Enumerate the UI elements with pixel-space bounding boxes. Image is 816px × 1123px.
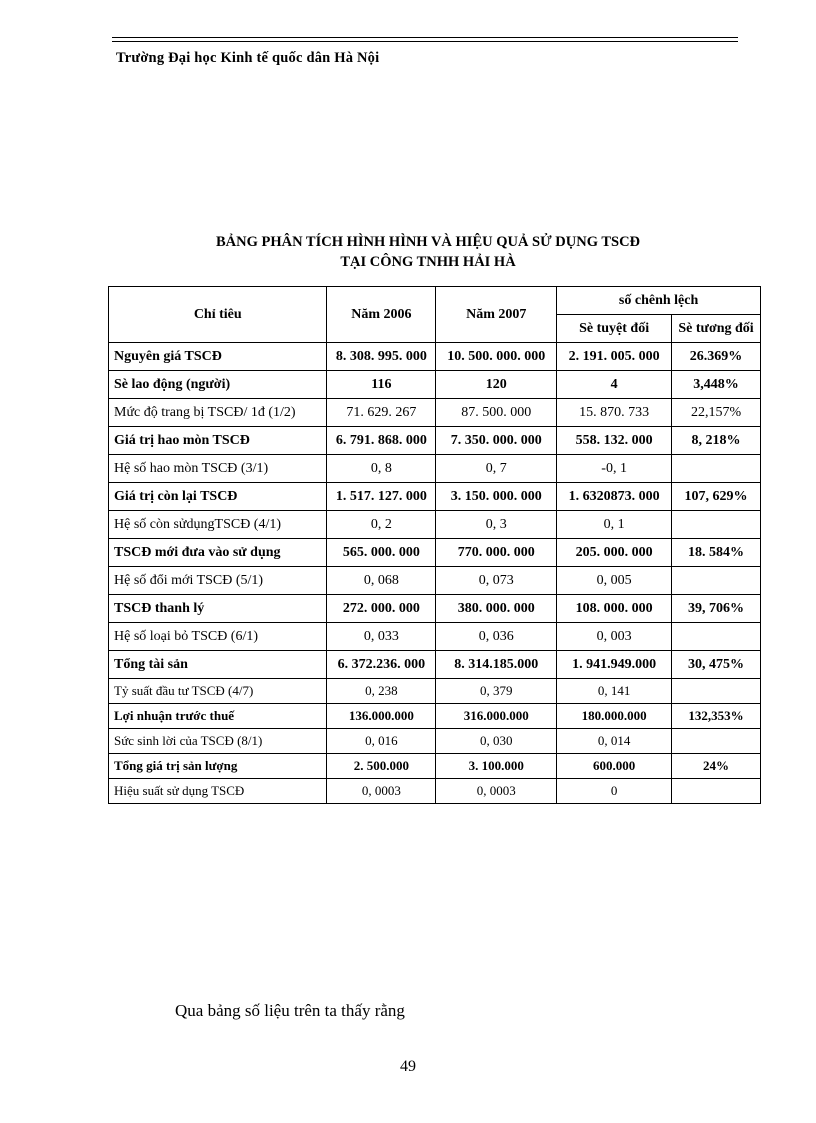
cell-2007: 0, 073 bbox=[436, 567, 557, 595]
cell-2006: 116 bbox=[327, 371, 436, 399]
cell-relative bbox=[672, 455, 761, 483]
cell-2006: 0, 016 bbox=[327, 729, 436, 754]
cell-2006: 565. 000. 000 bbox=[327, 539, 436, 567]
header-year-2006: Năm 2006 bbox=[327, 287, 436, 343]
cell-2007: 0, 379 bbox=[436, 679, 557, 704]
header-relative: Sè tương đối bbox=[672, 315, 761, 343]
cell-absolute: -0, 1 bbox=[557, 455, 672, 483]
cell-2007: 0, 7 bbox=[436, 455, 557, 483]
table-row bbox=[109, 343, 761, 371]
cell-absolute: 0 bbox=[557, 779, 672, 804]
row-label: Hệ số đổi mới TSCĐ (5/1) bbox=[109, 567, 327, 595]
header-rule-top bbox=[112, 37, 738, 38]
cell-absolute: 0, 1 bbox=[557, 511, 672, 539]
table-row bbox=[109, 754, 761, 779]
cell-2007: 0, 0003 bbox=[436, 779, 557, 804]
cell-2007: 87. 500. 000 bbox=[436, 399, 557, 427]
table-row bbox=[109, 483, 761, 511]
row-label: Sè lao động (người) bbox=[109, 371, 327, 399]
cell-absolute: 0, 003 bbox=[557, 623, 672, 651]
page-header: Trường Đại học Kinh tế quốc dân Hà Nội bbox=[116, 50, 380, 66]
cell-relative bbox=[672, 679, 761, 704]
cell-absolute: 558. 132. 000 bbox=[557, 427, 672, 455]
cell-2006: 0, 0003 bbox=[327, 779, 436, 804]
fixed-asset-analysis-table bbox=[108, 286, 761, 804]
table-row bbox=[109, 427, 761, 455]
cell-2006: 0, 068 bbox=[327, 567, 436, 595]
table-row bbox=[109, 651, 761, 679]
cell-absolute: 0, 014 bbox=[557, 729, 672, 754]
cell-relative bbox=[672, 623, 761, 651]
table-title-line2: TẠI CÔNG TNHH HẢI HÀ bbox=[340, 254, 516, 270]
cell-2006: 71. 629. 267 bbox=[327, 399, 436, 427]
cell-relative: 22,157% bbox=[672, 399, 761, 427]
cell-absolute: 1. 6320873. 000 bbox=[557, 483, 672, 511]
cell-absolute: 205. 000. 000 bbox=[557, 539, 672, 567]
cell-relative: 3,448% bbox=[672, 371, 761, 399]
table-body bbox=[109, 343, 761, 804]
cell-relative: 24% bbox=[672, 754, 761, 779]
cell-relative: 26.369% bbox=[672, 343, 761, 371]
cell-2006: 1. 517. 127. 000 bbox=[327, 483, 436, 511]
cell-relative: 30, 475% bbox=[672, 651, 761, 679]
row-label: Giá trị còn lại TSCĐ bbox=[109, 483, 327, 511]
cell-relative bbox=[672, 779, 761, 804]
cell-2007: 10. 500. 000. 000 bbox=[436, 343, 557, 371]
row-label: Giá trị hao mòn TSCĐ bbox=[109, 427, 327, 455]
cell-relative: 18. 584% bbox=[672, 539, 761, 567]
cell-relative: 107, 629% bbox=[672, 483, 761, 511]
table-row bbox=[109, 729, 761, 754]
cell-absolute: 1. 941.949.000 bbox=[557, 651, 672, 679]
header-year-2007: Năm 2007 bbox=[436, 287, 557, 343]
table-row bbox=[109, 623, 761, 651]
row-label: TSCĐ thanh lý bbox=[109, 595, 327, 623]
row-label: Tỷ suất đầu tư TSCĐ (4/7) bbox=[109, 679, 327, 704]
table-row bbox=[109, 455, 761, 483]
cell-2006: 0, 2 bbox=[327, 511, 436, 539]
cell-2006: 0, 238 bbox=[327, 679, 436, 704]
table-row bbox=[109, 511, 761, 539]
cell-2007: 7. 350. 000. 000 bbox=[436, 427, 557, 455]
cell-2007: 0, 3 bbox=[436, 511, 557, 539]
cell-2006: 2. 500.000 bbox=[327, 754, 436, 779]
row-label: Mức độ trang bị TSCĐ/ 1đ (1/2) bbox=[109, 399, 327, 427]
row-label: Tổng giá trị sản lượng bbox=[109, 754, 327, 779]
cell-relative bbox=[672, 567, 761, 595]
table-row bbox=[109, 595, 761, 623]
row-label: Lợi nhuận trước thuế bbox=[109, 704, 327, 729]
row-label: Sức sinh lời của TSCĐ (8/1) bbox=[109, 729, 327, 754]
cell-absolute: 2. 191. 005. 000 bbox=[557, 343, 672, 371]
table-title-line1: BẢNG PHÂN TÍCH HÌNH HÌNH VÀ HIỆU QUẢ SỬ DỤNG TSCĐ bbox=[215, 234, 641, 250]
cell-2007: 3. 150. 000. 000 bbox=[436, 483, 557, 511]
cell-2007: 316.000.000 bbox=[436, 704, 557, 729]
table-row bbox=[109, 399, 761, 427]
cell-2007: 0, 030 bbox=[436, 729, 557, 754]
cell-2007: 3. 100.000 bbox=[436, 754, 557, 779]
row-label: Hệ số hao mòn TSCĐ (3/1) bbox=[109, 455, 327, 483]
header-absolute: Sè tuyệt đối bbox=[557, 315, 672, 343]
row-label: Nguyên giá TSCĐ bbox=[109, 343, 327, 371]
cell-2007: 770. 000. 000 bbox=[436, 539, 557, 567]
table-row bbox=[109, 567, 761, 595]
row-label: Hệ số loại bỏ TSCĐ (6/1) bbox=[109, 623, 327, 651]
cell-2006: 8. 308. 995. 000 bbox=[327, 343, 436, 371]
row-label: Tổng tài sản bbox=[109, 651, 327, 679]
cell-relative: 8, 218% bbox=[672, 427, 761, 455]
cell-absolute: 15. 870. 733 bbox=[557, 399, 672, 427]
cell-2006: 0, 8 bbox=[327, 455, 436, 483]
table-row bbox=[109, 679, 761, 704]
table-row bbox=[109, 704, 761, 729]
row-label: Hiệu suất sử dụng TSCĐ bbox=[109, 779, 327, 804]
conclusion-text: Qua bảng số liệu trên ta thấy rằng bbox=[175, 1001, 405, 1020]
cell-2006: 0, 033 bbox=[327, 623, 436, 651]
cell-absolute: 108. 000. 000 bbox=[557, 595, 672, 623]
cell-2006: 6. 791. 868. 000 bbox=[327, 427, 436, 455]
cell-absolute: 0, 005 bbox=[557, 567, 672, 595]
cell-relative: 39, 706% bbox=[672, 595, 761, 623]
cell-absolute: 0, 141 bbox=[557, 679, 672, 704]
cell-2007: 8. 314.185.000 bbox=[436, 651, 557, 679]
table-row bbox=[109, 371, 761, 399]
page-number: 49 bbox=[400, 1058, 416, 1075]
cell-absolute: 4 bbox=[557, 371, 672, 399]
cell-2007: 120 bbox=[436, 371, 557, 399]
header-indicator: Chỉ tiêu bbox=[109, 287, 327, 343]
cell-2006: 136.000.000 bbox=[327, 704, 436, 729]
table-row bbox=[109, 779, 761, 804]
cell-relative: 132,353% bbox=[672, 704, 761, 729]
cell-2007: 380. 000. 000 bbox=[436, 595, 557, 623]
row-label: TSCĐ mới đưa vào sử dụng bbox=[109, 539, 327, 567]
cell-relative bbox=[672, 729, 761, 754]
cell-2007: 0, 036 bbox=[436, 623, 557, 651]
header-rule-bottom bbox=[112, 41, 738, 42]
header-difference: số chênh lệch bbox=[557, 287, 761, 315]
cell-absolute: 600.000 bbox=[557, 754, 672, 779]
row-label: Hệ số còn sửdụngTSCĐ (4/1) bbox=[109, 511, 327, 539]
cell-2006: 272. 000. 000 bbox=[327, 595, 436, 623]
cell-absolute: 180.000.000 bbox=[557, 704, 672, 729]
cell-relative bbox=[672, 511, 761, 539]
table-row bbox=[109, 539, 761, 567]
cell-2006: 6. 372.236. 000 bbox=[327, 651, 436, 679]
